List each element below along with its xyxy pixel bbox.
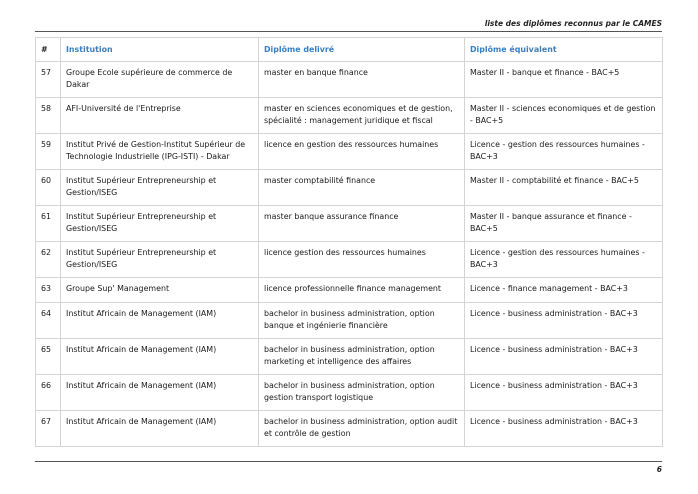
diploma-cell: licence professionnelle finance management <box>259 278 465 303</box>
row-number: 67 <box>36 411 61 447</box>
diploma-cell: licence gestion des ressources humaines <box>259 242 465 278</box>
diploma-cell: master banque assurance finance <box>259 206 465 242</box>
table-row <box>36 62 663 98</box>
institution-cell: Institut Africain de Management (IAM) <box>61 375 259 411</box>
column-header-number: # <box>36 38 61 62</box>
equivalent-cell: Master II - comptabilité et finance - BAC+5 <box>465 170 663 206</box>
row-number: 57 <box>36 62 61 98</box>
equivalent-cell: Licence - business administration - BAC+3 <box>465 339 663 375</box>
column-header-institution: Institution <box>61 38 259 62</box>
diploma-cell: bachelor in business administration, option banque et ingénierie financière <box>259 303 465 339</box>
diploma-cell: bachelor in business administration, option marketing et intelligence des affaires <box>259 339 465 375</box>
row-number: 61 <box>36 206 61 242</box>
equivalent-cell: Master II - banque et finance - BAC+5 <box>465 62 663 98</box>
institution-cell: Institut Privé de Gestion-Institut Supérieur de Technologie Industrielle (IPG-ISTI) - Dakar <box>61 134 259 170</box>
diploma-cell: bachelor in business administration, option audit et contrôle de gestion <box>259 411 465 447</box>
column-header-diploma-equivalent: Diplôme équivalent <box>465 38 663 62</box>
equivalent-cell: Master II - sciences economiques et de gestion - BAC+5 <box>465 98 663 134</box>
document-header-title: liste des diplômes reconnus par le CAMES <box>484 19 662 28</box>
diploma-cell: master en banque finance <box>259 62 465 98</box>
equivalent-cell: Licence - gestion des ressources humaines - BAC+3 <box>465 134 663 170</box>
institution-cell: AFI-Université de l'Entreprise <box>61 98 259 134</box>
table-row <box>36 206 663 242</box>
table-row <box>36 339 663 375</box>
table-row <box>36 134 663 170</box>
row-number: 62 <box>36 242 61 278</box>
table-header-row <box>36 38 663 62</box>
row-number: 58 <box>36 98 61 134</box>
table-row <box>36 278 663 303</box>
institution-cell: Institut Supérieur Entrepreneurship et Gestion/ISEG <box>61 242 259 278</box>
institution-cell: Institut Africain de Management (IAM) <box>61 303 259 339</box>
institution-cell: Institut Africain de Management (IAM) <box>61 339 259 375</box>
header-divider <box>35 31 662 32</box>
row-number: 64 <box>36 303 61 339</box>
equivalent-cell: Licence - business administration - BAC+3 <box>465 303 663 339</box>
row-number: 63 <box>36 278 61 303</box>
institution-cell: Groupe Ecole supérieure de commerce de Dakar <box>61 62 259 98</box>
equivalent-cell: Licence - business administration - BAC+3 <box>465 411 663 447</box>
diploma-table <box>35 37 663 447</box>
page-number: 6 <box>656 465 662 474</box>
table-row <box>36 98 663 134</box>
row-number: 65 <box>36 339 61 375</box>
institution-cell: Institut Supérieur Entrepreneurship et Gestion/ISEG <box>61 170 259 206</box>
table-row <box>36 411 663 447</box>
diploma-cell: bachelor in business administration, option gestion transport logistique <box>259 375 465 411</box>
diploma-cell: licence en gestion des ressources humaines <box>259 134 465 170</box>
diploma-cell: master en sciences economiques et de gestion, spécialité : management juridique et fiscal <box>259 98 465 134</box>
column-header-diploma-delivered: Diplôme delivré <box>259 38 465 62</box>
table-row <box>36 170 663 206</box>
institution-cell: Institut Africain de Management (IAM) <box>61 411 259 447</box>
equivalent-cell: Licence - business administration - BAC+3 <box>465 375 663 411</box>
institution-cell: Institut Supérieur Entrepreneurship et Gestion/ISEG <box>61 206 259 242</box>
institution-cell: Groupe Sup' Management <box>61 278 259 303</box>
table-row <box>36 303 663 339</box>
row-number: 60 <box>36 170 61 206</box>
diploma-cell: master comptabilité finance <box>259 170 465 206</box>
equivalent-cell: Master II - banque assurance et finance - BAC+5 <box>465 206 663 242</box>
footer-divider <box>35 461 662 462</box>
row-number: 66 <box>36 375 61 411</box>
row-number: 59 <box>36 134 61 170</box>
table-row <box>36 375 663 411</box>
table-row <box>36 242 663 278</box>
equivalent-cell: Licence - gestion des ressources humaines - BAC+3 <box>465 242 663 278</box>
equivalent-cell: Licence - finance management - BAC+3 <box>465 278 663 303</box>
